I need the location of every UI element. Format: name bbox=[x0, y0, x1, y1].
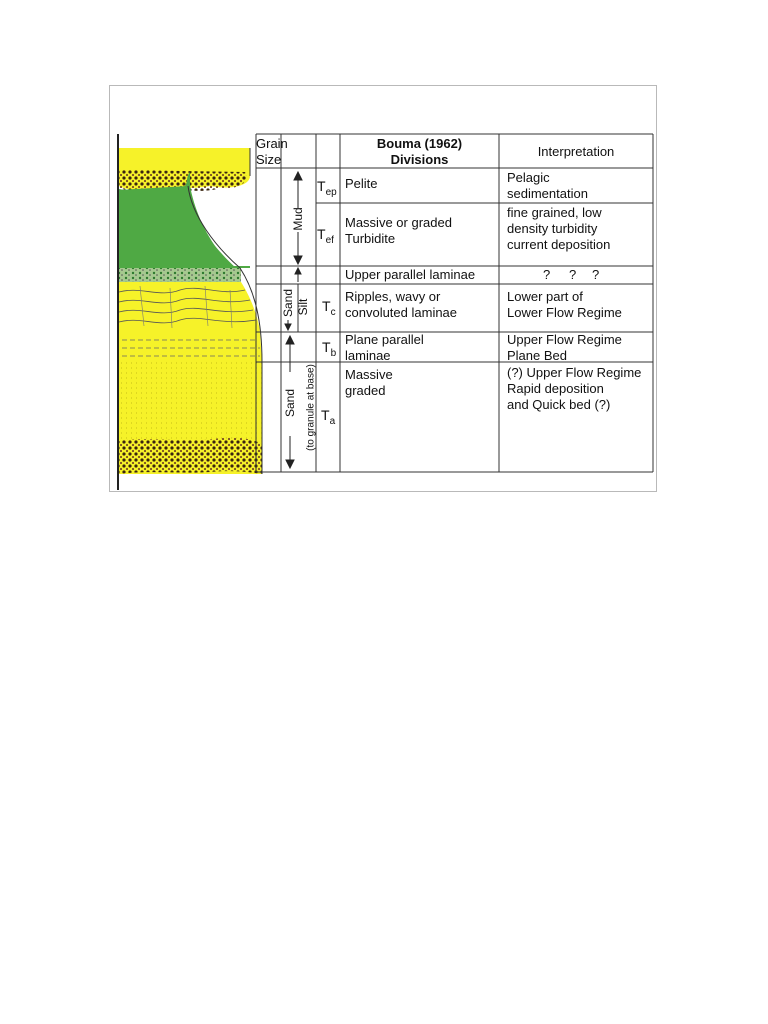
divisions-header-line2: Divisions bbox=[390, 152, 449, 167]
division-code-ta: $T_a$ bbox=[321, 407, 336, 427]
grain-label-mud: Mud bbox=[291, 207, 305, 231]
division-interpretation-tep: Pelagic sedimentation bbox=[507, 170, 588, 201]
division-description-tef: Massive or graded Turbidite bbox=[345, 215, 452, 246]
grain-size-header-line2: Size bbox=[256, 152, 282, 167]
division-code-tb: $T_b$ bbox=[322, 339, 337, 359]
grain-label-sand-lower-note: (to granule at base) bbox=[305, 364, 317, 451]
grain-label-sand-lower: Sand bbox=[283, 388, 297, 418]
interpretation-question-2: ? bbox=[569, 267, 577, 282]
grain-label-silt: Silt bbox=[296, 298, 310, 316]
upper-laminae-layer bbox=[119, 268, 241, 282]
division-interpretation-ta: (?) Upper Flow Regime Rapid deposition and Quick bed (?) bbox=[507, 365, 642, 412]
division-description-upper-laminae: Upper parallel laminae bbox=[345, 267, 476, 282]
grain-size-header bbox=[256, 136, 288, 168]
interpretation-question-1: ? bbox=[543, 267, 551, 282]
division-description-ta: Massive graded bbox=[345, 367, 393, 398]
division-code-tc: $T_c$ bbox=[322, 298, 336, 318]
bouma-sequence-figure bbox=[109, 85, 657, 492]
division-code-tep: $T_{ep}$ bbox=[317, 178, 337, 198]
plane-parallel-layer bbox=[119, 332, 262, 362]
interpretation-question-3: ? bbox=[592, 267, 600, 282]
grain-size-header-line1: Grain bbox=[256, 136, 288, 151]
divisions-header bbox=[340, 136, 499, 168]
grain-label-sand-upper: Sand bbox=[281, 288, 295, 318]
division-interpretation-tef: fine grained, low density turbidity current deposition bbox=[507, 205, 611, 252]
division-description-tb: Plane parallel laminae bbox=[345, 332, 424, 363]
division-interpretation-tc: Lower part of Lower Flow Regime bbox=[507, 289, 622, 320]
division-description-tc: Ripples, wavy or convoluted laminae bbox=[345, 289, 458, 320]
division-code-tef: $T_{ef}$ bbox=[317, 226, 334, 246]
divisions-header-line1: Bouma (1962) bbox=[376, 136, 463, 151]
basal-gravel-layer bbox=[119, 437, 262, 474]
division-description-tep: Pelite bbox=[345, 176, 378, 191]
division-interpretation-tb: Upper Flow Regime Plane Bed bbox=[507, 332, 622, 363]
interpretation-header: Interpretation bbox=[537, 144, 615, 159]
